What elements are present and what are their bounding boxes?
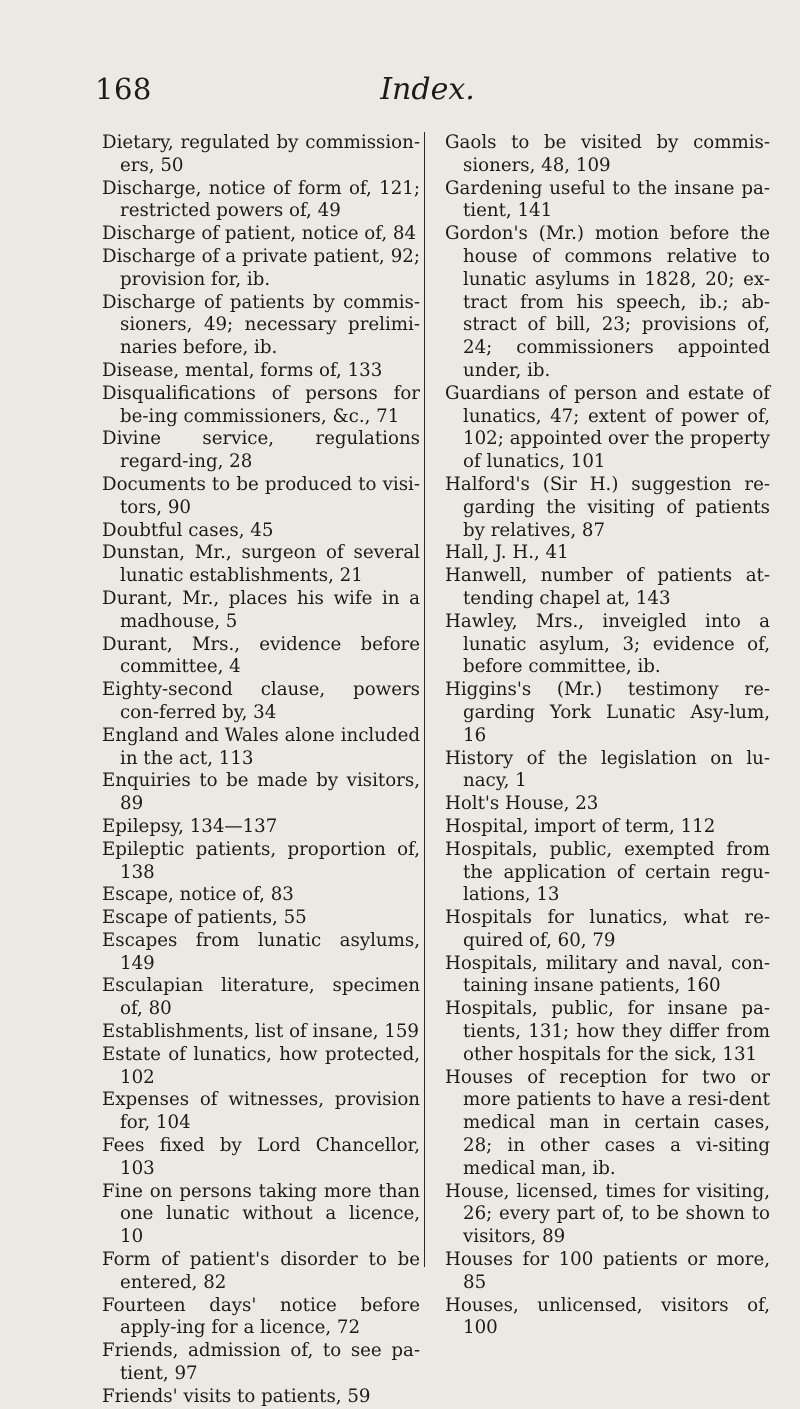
- index-entry: Discharge of patient, notice of, 84: [102, 223, 417, 245]
- index-entry: Durant, Mrs., evidence before committee, 4: [102, 633, 420, 678]
- index-entry: Doubtful cases, 45: [102, 519, 274, 541]
- index-entry: Epilepsy, 134—137: [102, 815, 278, 837]
- index-entry: History of the legislation on lu-nacy, 1: [445, 747, 770, 792]
- index-entry: Hospitals, military and naval, con-taining insane patients, 160: [445, 952, 770, 997]
- index-entry: Houses for 100 patients or more, 85: [445, 1249, 770, 1293]
- index-entry: Eighty-second clause, powers con-ferred by, 34: [102, 679, 420, 723]
- index-entry: Durant, Mr., places his wife in a madhouse, 5: [102, 587, 420, 632]
- page-number: 168: [95, 72, 152, 106]
- index-entry: Fine on persons taking more than one lunatic without a licence, 10: [102, 1180, 420, 1248]
- index-entry: Higgins's (Mr.) testimony re-garding York Lunatic Asy-lum, 16: [445, 679, 770, 746]
- index-entry: Esculapian literature, specimen of, 80: [102, 975, 420, 1020]
- index-entry: Estate of lunatics, how protected, 102: [102, 1043, 420, 1088]
- index-entry: Houses of reception for two or more patients to have a resi-dent medical man in certain cases, 28; in other cases a vi-siting medical man, ib.: [445, 1066, 770, 1179]
- index-entry: Discharge of a private patient, 92; provision for, ib.: [102, 245, 420, 290]
- page-header: [95, 72, 760, 112]
- index-entry: Friends' visits to patients, 59: [102, 1385, 371, 1407]
- index-entry: Gardening useful to the insane pa-tient, 141: [445, 177, 770, 222]
- index-entry: Escapes from lunatic asylums, 149: [102, 929, 420, 974]
- index-entry: Dietary, regulated by commission-ers, 50: [102, 132, 420, 176]
- index-entry: Divine service, regulations regard-ing, 28: [102, 428, 420, 473]
- index-entry: Gaols to be visited by commis-sioners, 48, 109: [445, 132, 770, 176]
- index-entry: Fourteen days' notice before apply-ing for a licence, 72: [102, 1294, 420, 1339]
- column-divider: [424, 132, 425, 1267]
- index-entry: Documents to be produced to visi-tors, 90: [102, 473, 420, 518]
- index-entry: Gordon's (Mr.) motion before the house of commons relative to lunatic asylums in 1828, 20; ex-tract from his speech, ib.; ab-stract of bill, 23; provisions of, 24; commissioners appointed under, ib.: [445, 223, 770, 381]
- index-entry: Enquiries to be made by visitors, 89: [102, 770, 420, 815]
- index-entry: Escape of patients, 55: [102, 907, 307, 929]
- index-entry: Discharge, notice of form of, 121; restricted powers of, 49: [102, 177, 420, 222]
- index-entry: England and Wales alone included in the act, 113: [102, 724, 420, 769]
- index-entry: Discharge of patients by commis-sioners, 49; necessary prelimi-naries before, ib.: [102, 291, 420, 359]
- index-entry: Epileptic patients, proportion of, 138: [102, 838, 420, 883]
- index-entry: Holt's House, 23: [445, 793, 599, 815]
- index-entry: Hospitals for lunatics, what re-quired of, 60, 79: [445, 907, 770, 951]
- index-entry: Friends, admission of, to see pa-tient, 97: [102, 1340, 420, 1385]
- index-entry: Expenses of witnesses, provision for, 104: [102, 1089, 420, 1134]
- index-entry: Hospitals, public, for insane pa-tients, 131; how they differ from other hospitals for the sick, 131: [445, 998, 770, 1065]
- index-entry: Establishments, list of insane, 159: [102, 1021, 419, 1043]
- index-entry: Form of patient's disorder to be entered, 82: [102, 1249, 420, 1293]
- index-column-right: [445, 132, 770, 1340]
- running-title: Index.: [380, 72, 475, 107]
- index-entry: Hospital, import of term, 112: [445, 815, 716, 837]
- index-entry: Hospitals, public, exempted from the application of certain regu-lations, 13: [445, 838, 770, 906]
- index-entry: House, licensed, times for visiting, 26; every part of, to be shown to visitors, 89: [445, 1180, 770, 1248]
- index-column-left: [102, 132, 420, 1409]
- index-entry: Houses, unlicensed, visitors of, 100: [445, 1294, 770, 1339]
- index-entry: Guardians of person and estate of lunatics, 47; extent of power of, 102; appointed over the property of lunatics, 101: [445, 382, 770, 473]
- index-entry: Escape, notice of, 83: [102, 884, 294, 906]
- index-entry: Hawley, Mrs., inveigled into a lunatic asylum, 3; evidence of, before committee, ib.: [445, 610, 770, 678]
- index-entry: Fees fixed by Lord Chancellor, 103: [102, 1135, 420, 1179]
- index-entry: Hanwell, number of patients at-tending chapel at, 143: [445, 565, 770, 609]
- index-entry: Halford's (Sir H.) suggestion re-garding the visiting of patients by relatives, 87: [445, 473, 770, 541]
- index-entry: Dunstan, Mr., surgeon of several lunatic establishments, 21: [102, 542, 420, 587]
- index-entry: Disqualifications of persons for be-ing commissioners, &c., 71: [102, 382, 420, 427]
- index-entry: Hall, J. H., 41: [445, 542, 569, 564]
- index-entry: Disease, mental, forms of, 133: [102, 359, 383, 381]
